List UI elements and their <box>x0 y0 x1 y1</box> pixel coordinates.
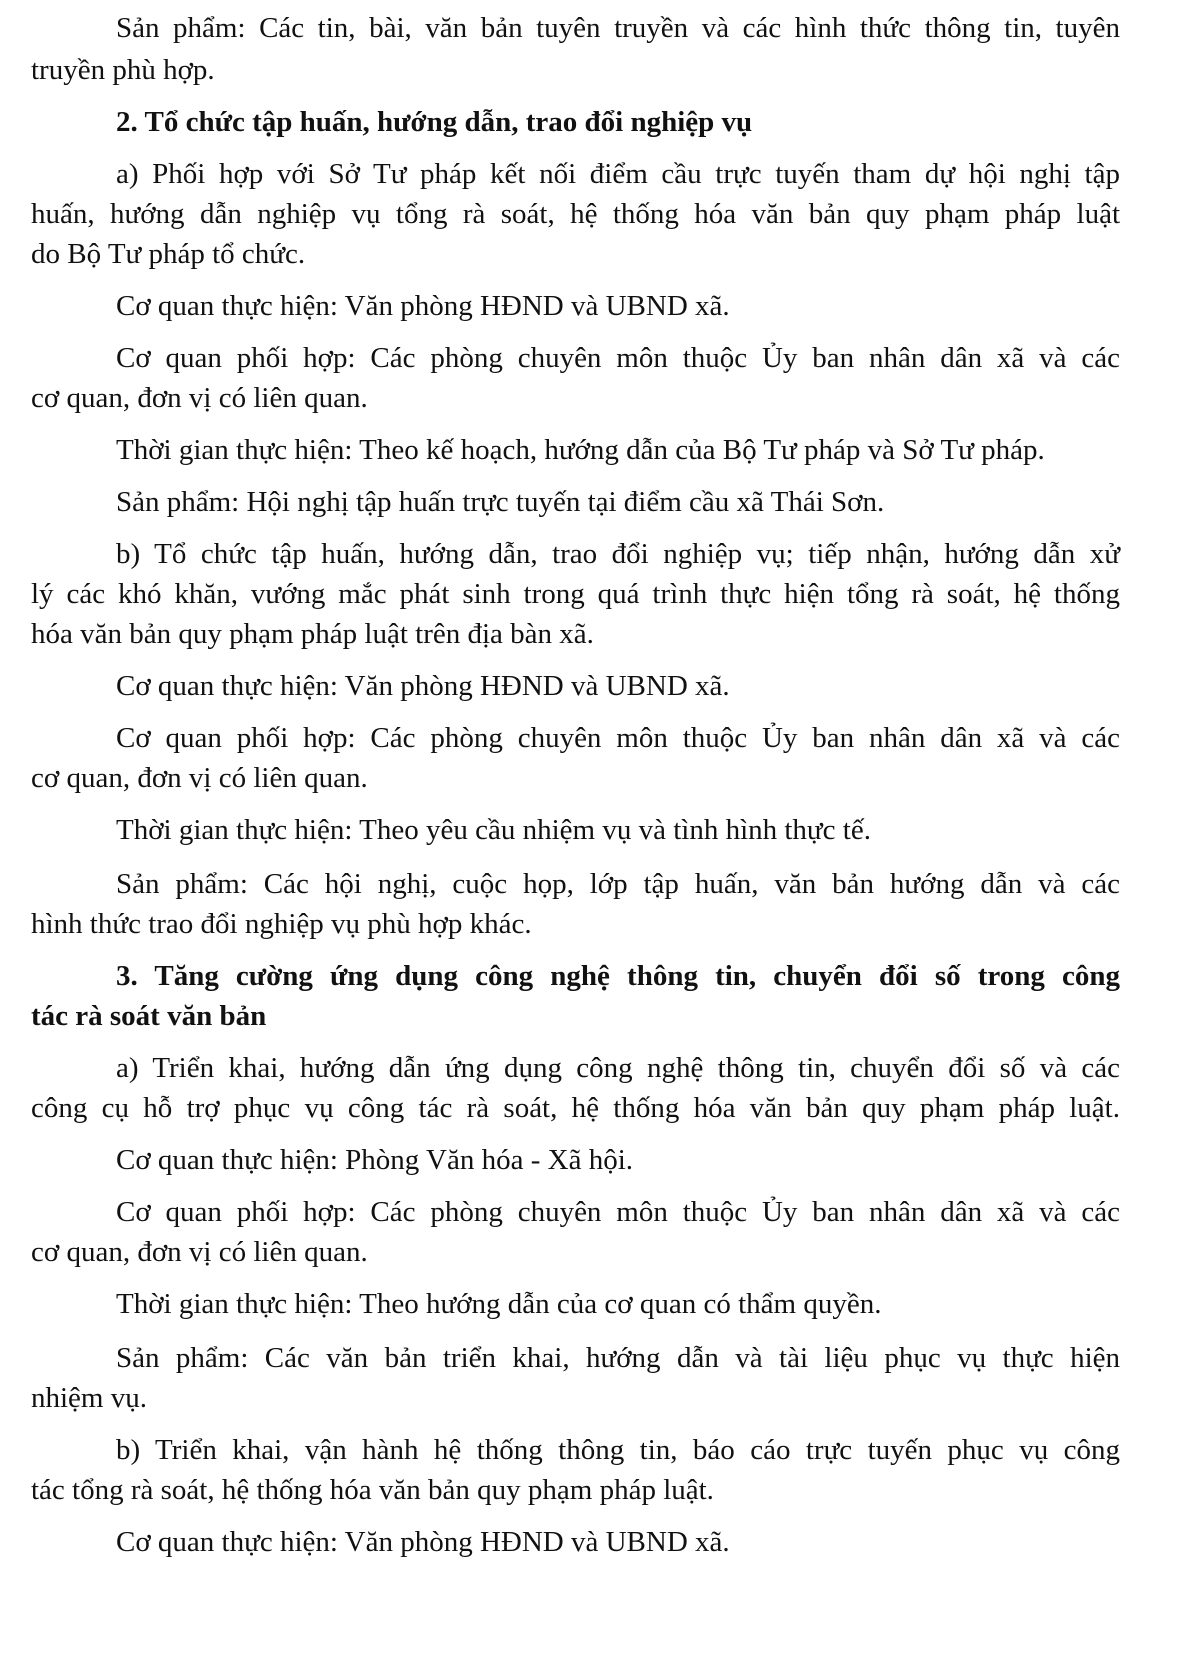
text-line: truyền phù hợp. <box>31 54 215 86</box>
text-line: Sản phẩm: Các hội nghị, cuộc họp, lớp tập huấn, văn bản hướng dẫn và các <box>116 868 1120 900</box>
text-line: Cơ quan thực hiện: Văn phòng HĐND và UBND xã. <box>116 1526 730 1558</box>
text-line: a) Triển khai, hướng dẫn ứng dụng công nghệ thông tin, chuyển đổi số và các <box>116 1052 1120 1084</box>
section-heading-line: 3. Tăng cường ứng dụng công nghệ thông tin, chuyển đổi số trong công <box>116 960 1120 992</box>
section-heading-line: 2. Tổ chức tập huấn, hướng dẫn, trao đổi nghiệp vụ <box>116 106 753 138</box>
text-line: Thời gian thực hiện: Theo kế hoạch, hướng dẫn của Bộ Tư pháp và Sở Tư pháp. <box>116 434 1045 466</box>
text-line: Sản phẩm: Các tin, bài, văn bản tuyên truyền và các hình thức thông tin, tuyên <box>116 12 1120 44</box>
text-line: a) Phối hợp với Sở Tư pháp kết nối điểm cầu trực tuyến tham dự hội nghị tập <box>116 158 1120 190</box>
text-line: b) Triển khai, vận hành hệ thống thông tin, báo cáo trực tuyến phục vụ công <box>116 1434 1120 1466</box>
text-line: do Bộ Tư pháp tổ chức. <box>31 238 306 270</box>
text-line: Cơ quan phối hợp: Các phòng chuyên môn thuộc Ủy ban nhân dân xã và các <box>116 342 1120 374</box>
text-line: cơ quan, đơn vị có liên quan. <box>31 1236 368 1268</box>
text-line: Sản phẩm: Các văn bản triển khai, hướng dẫn và tài liệu phục vụ thực hiện <box>116 1342 1120 1374</box>
text-line: Cơ quan phối hợp: Các phòng chuyên môn thuộc Ủy ban nhân dân xã và các <box>116 1196 1120 1228</box>
text-line: hóa văn bản quy phạm pháp luật trên địa bàn xã. <box>31 618 594 650</box>
text-line: cơ quan, đơn vị có liên quan. <box>31 382 368 414</box>
text-line: lý các khó khăn, vướng mắc phát sinh trong quá trình thực hiện tổng rà soát, hệ thống <box>31 578 1120 610</box>
text-line: công cụ hỗ trợ phục vụ công tác rà soát, hệ thống hóa văn bản quy phạm pháp luật. <box>31 1092 1120 1124</box>
text-line: Sản phẩm: Hội nghị tập huấn trực tuyến tại điểm cầu xã Thái Sơn. <box>116 486 885 518</box>
text-line: nhiệm vụ. <box>31 1382 147 1414</box>
text-line: cơ quan, đơn vị có liên quan. <box>31 762 368 794</box>
text-line: Cơ quan phối hợp: Các phòng chuyên môn thuộc Ủy ban nhân dân xã và các <box>116 722 1120 754</box>
section-heading-line: tác rà soát văn bản <box>31 1000 267 1032</box>
text-line: tác tổng rà soát, hệ thống hóa văn bản quy phạm pháp luật. <box>31 1474 714 1506</box>
text-line: Thời gian thực hiện: Theo hướng dẫn của cơ quan có thẩm quyền. <box>116 1288 882 1320</box>
text-line: Thời gian thực hiện: Theo yêu cầu nhiệm vụ và tình hình thực tế. <box>116 814 871 846</box>
text-line: Cơ quan thực hiện: Văn phòng HĐND và UBND xã. <box>116 290 730 322</box>
text-line: hình thức trao đổi nghiệp vụ phù hợp khác. <box>31 908 532 940</box>
text-line: b) Tổ chức tập huấn, hướng dẫn, trao đổi nghiệp vụ; tiếp nhận, hướng dẫn xử <box>116 538 1120 570</box>
text-line: Cơ quan thực hiện: Phòng Văn hóa - Xã hội. <box>116 1144 634 1176</box>
text-line: Cơ quan thực hiện: Văn phòng HĐND và UBND xã. <box>116 670 730 702</box>
text-line: huấn, hướng dẫn nghiệp vụ tổng rà soát, hệ thống hóa văn bản quy phạm pháp luật <box>31 198 1120 230</box>
